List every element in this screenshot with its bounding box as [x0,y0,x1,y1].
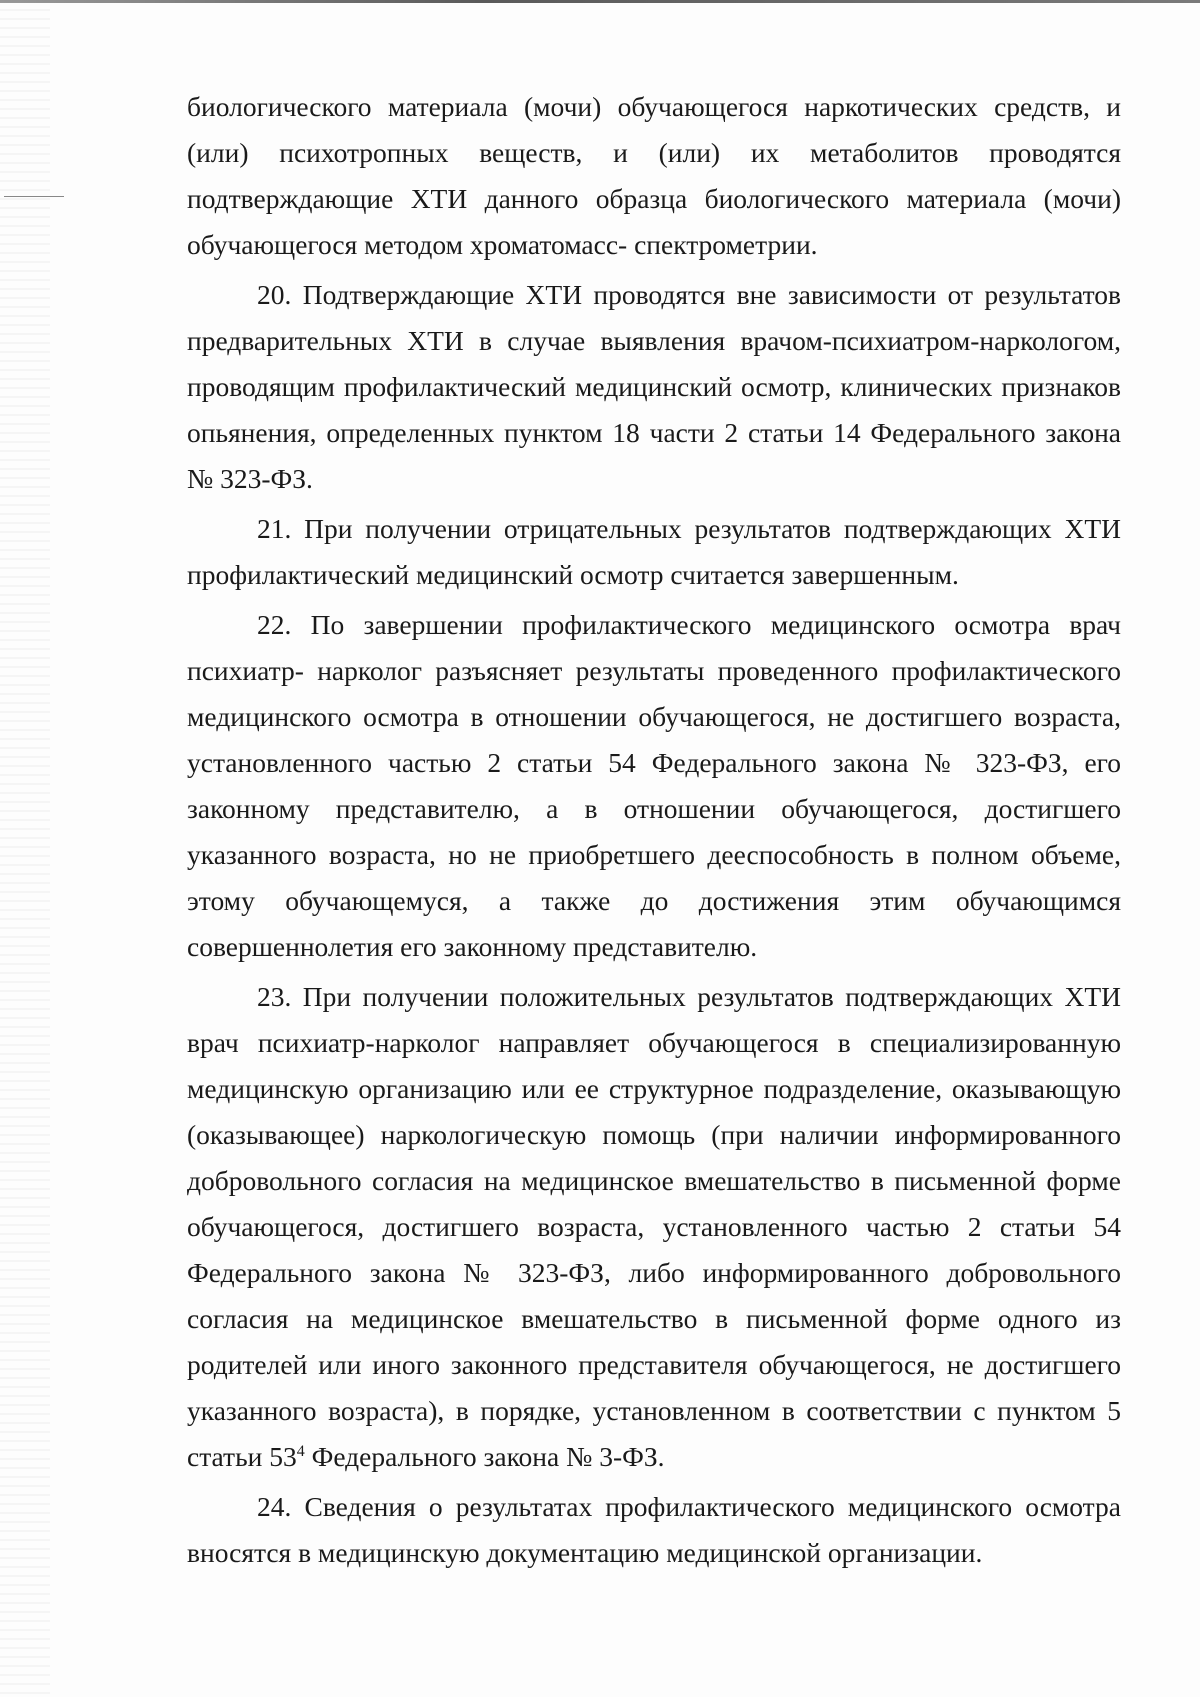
article-superscript: 4 [296,1442,305,1460]
document-body [187,84,1121,1580]
paragraph-24: 24. Сведения о результатах профилактического медицинского осмотра вносятся в медицинскую документацию медицинской организации. [187,1491,1121,1568]
scan-top-edge [0,0,1200,3]
paragraph-continuation: биологического материала (мочи) обучающегося наркотических средств, и (или) психотропных веществ, и (или) их метаболитов проводятся подтверждающие ХТИ данного образца биологического материала (мочи) обучающегося методом хроматомасс- спектрометрии. [187,91,1121,260]
scan-left-edge [0,0,50,1697]
paragraph-23-text: 23. При получении положительных результатов подтверждающих ХТИ врач психиатр-нарколог направляет обучающегося в специализированную медицинскую организацию или ее структурное подразделение, оказывающую (оказывающее) наркологическую помощь (при наличии информированного добровольного согласия на медицинское вмешательство в письменной форме обучающегося, достигшего возраста, установленного частью 2 статьи 54 Федерального закона № 323-ФЗ, либо информированного добровольного согласия на медицинское вмешательство в письменной форме одного из родителей или иного законного представителя обучающегося, не достигшего указанного возраста), в порядке, установленном в соответствии с пунктом 5 статьи 53 [187,981,1121,1472]
paragraph-23-tail: Федерального закона № 3-ФЗ. [304,1441,665,1472]
paragraph-22: 22. По завершении профилактического медицинского осмотра врач психиатр- нарколог разъясняет результаты проведенного профилактического медицинского осмотра в отношении обучающегося, не достигшего возраста, установленного частью 2 статьи 54 Федерального закона № 323-ФЗ, его законному представителю, а в отношении обучающегося, достигшего указанного возраста, но не приобретшего дееспособность в полном объеме, этому обучающемуся, а также до достижения этим обучающимся совершеннолетия его законному представителю. [187,609,1121,962]
paragraph-23 [187,974,1121,1480]
paragraph-20: 20. Подтверждающие ХТИ проводятся вне зависимости от результатов предварительных ХТИ в случае выявления врачом-психиатром-наркологом, проводящим профилактический медицинский осмотр, клинических признаков опьянения, определенных пунктом 18 части 2 статьи 14 Федерального закона № 323-ФЗ. [187,279,1121,494]
scan-artifact-line [4,196,64,197]
paragraph-21: 21. При получении отрицательных результатов подтверждающих ХТИ профилактический медицинский осмотр считается завершенным. [187,513,1121,590]
